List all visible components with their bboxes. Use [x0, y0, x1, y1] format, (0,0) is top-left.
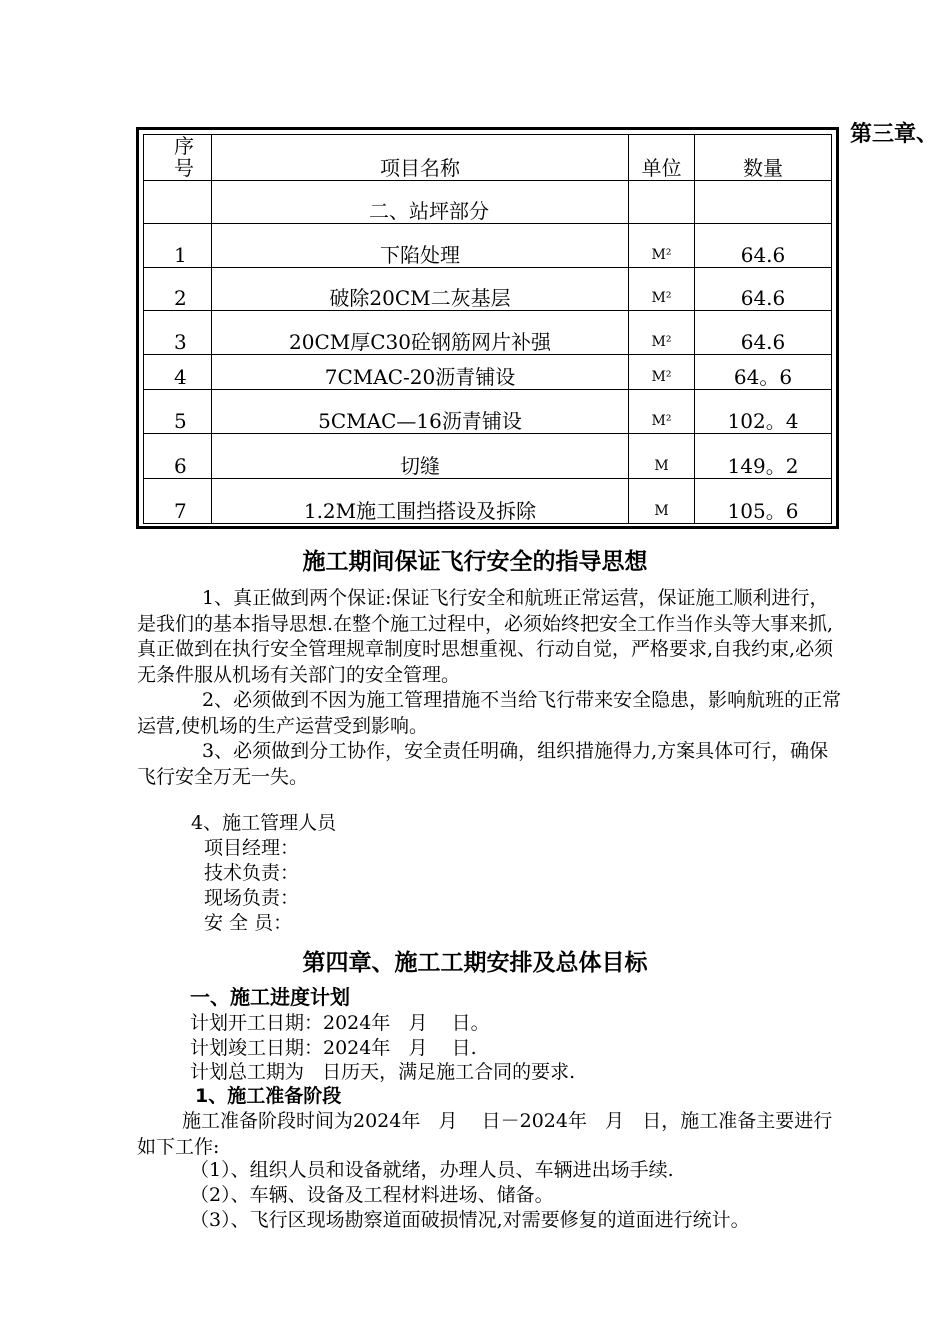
planned-duration: 计划总工期为 日历天，满足施工合同的要求.	[190, 1061, 576, 1083]
row-name: 下陷处理	[212, 224, 629, 268]
row-name: 7CMAC-20沥青铺设	[212, 355, 629, 390]
row-qty: 102。4	[695, 390, 832, 434]
row-qty: 64.6	[695, 311, 832, 355]
row-no: 3	[144, 311, 212, 355]
row-qty: 64。6	[695, 355, 832, 390]
row-no: 5	[144, 390, 212, 434]
flight-safety-body	[137, 586, 842, 790]
table-row	[144, 355, 832, 390]
row-name: 破除20CM二灰基层	[212, 268, 629, 311]
row-unit: M²	[629, 355, 695, 390]
planned-start-date: 计划开工日期：2024年 月 日。	[190, 1012, 490, 1034]
prep-item-2: （2）、车辆、设备及工程材料进场、储备。	[190, 1184, 554, 1206]
row-unit: M	[629, 479, 695, 524]
section-name-cell: 二、站坪部分	[212, 181, 629, 224]
paragraph-3: 3、必须做到分工协作，安全责任明确，组织措施得力,方案具体可行，确保飞行安全万无一失。	[137, 740, 829, 788]
prep-stage-text: 施工准备阶段时间为2024年 月 日－2024年 月 日，施工准备主要进行如下工作:	[137, 1110, 833, 1158]
row-no: 4	[144, 355, 212, 390]
table-row	[144, 434, 832, 479]
section-no-cell	[144, 181, 212, 224]
prep-stage-subheading: 1、施工准备阶段	[195, 1085, 342, 1107]
row-unit: M²	[629, 268, 695, 311]
table-row	[144, 479, 832, 524]
row-no: 7	[144, 479, 212, 524]
table-row	[144, 224, 832, 268]
row-no: 1	[144, 224, 212, 268]
row-name: 1.2M施工围挡搭设及拆除	[212, 479, 629, 524]
header-no: 序号	[144, 135, 212, 181]
prep-item-3: （3）、飞行区现场勘察道面破损情况,对需要修复的道面进行统计。	[190, 1209, 750, 1231]
management-staff-heading: 4、施工管理人员	[191, 812, 337, 834]
section-qty-cell	[695, 181, 832, 224]
table-row	[144, 268, 832, 311]
row-unit: M	[629, 434, 695, 479]
schedule-subheading: 一、施工进度计划	[190, 985, 350, 1009]
row-qty: 64.6	[695, 224, 832, 268]
paragraph-1: 1、真正做到两个保证:保证飞行安全和航班正常运营，保证施工顺利进行，是我们的基本指导思想.在整个施工过程中，必须始终把安全工作当作头等大事来抓,真正做到在执行安全管理规章制度时思想重视、行动自觉，严格要求,自我约束,必须无条件服从机场有关部门的安全管理。	[137, 587, 834, 686]
table-row	[144, 390, 832, 434]
table-header-row	[144, 135, 832, 181]
row-no: 2	[144, 268, 212, 311]
prep-stage-paragraph	[137, 1109, 837, 1160]
paragraph-2: 2、必须做到不因为施工管理措施不当给飞行带来安全隐患，影响航班的正常运营,使机场的生产运营受到影响。	[137, 689, 842, 737]
row-qty: 105。6	[695, 479, 832, 524]
row-qty: 64.6	[695, 268, 832, 311]
row-qty: 149。2	[695, 434, 832, 479]
staff-project-manager: 项目经理：	[204, 837, 300, 859]
table-row	[144, 311, 832, 355]
row-unit: M²	[629, 224, 695, 268]
header-unit: 单位	[629, 135, 695, 181]
table-section-row	[144, 181, 832, 224]
row-name: 20CM厚C30砼钢筋网片补强	[212, 311, 629, 355]
staff-safety-officer: 安 全 员：	[204, 912, 293, 934]
row-no: 6	[144, 434, 212, 479]
row-unit: M²	[629, 311, 695, 355]
staff-site-lead: 现场负责：	[204, 887, 300, 909]
staff-technical-lead: 技术负责：	[204, 862, 300, 884]
planned-end-date: 计划竣工日期：2024年 月 日.	[190, 1037, 477, 1059]
section-title-flight-safety: 施工期间保证飞行安全的指导思想	[302, 549, 648, 575]
quantity-table	[136, 127, 839, 529]
header-qty: 数量	[695, 135, 832, 181]
chapter-4-title: 第四章、施工工期安排及总体目标	[302, 950, 648, 976]
row-name: 5CMAC—16沥青铺设	[212, 390, 629, 434]
row-name: 切缝	[212, 434, 629, 479]
section-unit-cell	[629, 181, 695, 224]
chapter-3-heading: 第三章、	[850, 122, 939, 147]
header-name: 项目名称	[212, 135, 629, 181]
row-unit: M²	[629, 390, 695, 434]
prep-item-1: （1）、组织人员和设备就绪，办理人员、车辆进出场手续.	[190, 1159, 674, 1181]
